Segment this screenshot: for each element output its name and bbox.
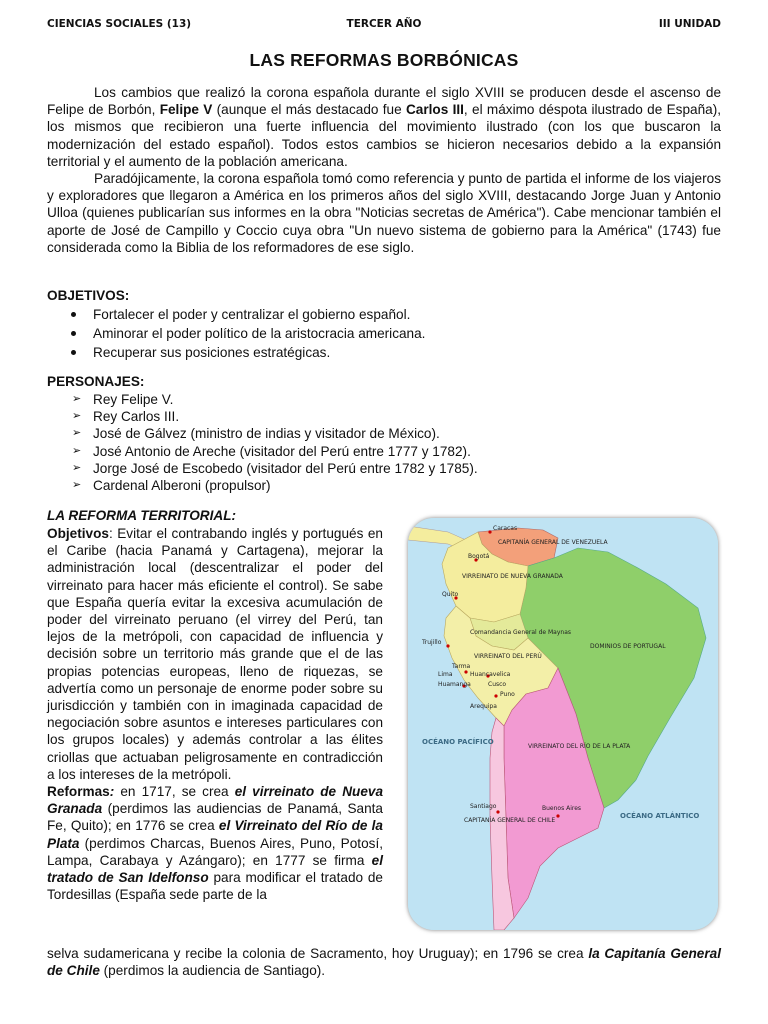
map-label-puno: Puno [500,691,515,698]
arrow-bullet-icon: ➢ [72,393,82,405]
map-label-maynas: Comandancia General de Maynas [470,629,571,636]
reformas-text: (perdimos las audiencias de Panamá, Santa Fe, Quito); en 1776 se crea [47,801,383,834]
list-item [47,477,478,494]
map-label-nueva-granada: VIRREINATO DE NUEVA GRANADA [462,573,563,580]
city-marker-icon [488,530,491,533]
city-marker-icon [494,694,497,697]
page-title: LAS REFORMAS BORBÓNICAS [249,50,519,70]
map-label-huancavelica: Huancavelica [470,671,511,678]
city-marker-icon [556,814,559,817]
south-america-map [408,518,718,930]
san-idelfonso-emphasis: el tratado de San Idelfonso [47,852,383,886]
reforma-column-text [47,525,383,903]
objetivos-text: : Evitar el contrabando inglés y portugués en el Caribe (hacia Panamá y Cartagena), mejorar la administración local (descentralizar el poder del virreinato para hacer más eficiente el control). Se sabe que España quería evitar la excesiva acumulación de poder del virreinato peruano (el virrey del Perú, tan lejos de la metrópoli, con capacidad de influencia y decisión sobre un territorio más grande que el de las propias potencias europeas, lleno de riquezas, se advertía como un personaje de enorme poder sobre su jurisdicción y también con in imaginada capacidad de negociación sobre asuntos e intereses particulares con los grupos locales) y además controlar a las élites criollas que actuaban peligrosamente en contradicción a los intereses de la metrópoli. [47,526,383,782]
map-label-cusco: Cusco [488,681,507,688]
map-label-venezuela: CAPITANÍA GENERAL DE VENEZUELA [498,539,608,546]
list-item [47,343,425,362]
map-label-rio-plata: VIRREINATO DEL RÍO DE LA PLATA [528,743,631,750]
list-item-text: Cardenal Alberoni (propulsor) [93,478,271,494]
objetivos-heading: OBJETIVOS: [47,288,130,303]
header-unit: III UNIDAD [658,18,721,30]
list-item-text: Rey Felipe V. [93,392,174,407]
list-item-text: Aminorar el poder político de la aristocracia americana. [93,326,426,341]
list-item-text: Recuperar sus posiciones estratégicas. [93,345,331,360]
intro-paragraph-2 [47,170,721,256]
objetivos-label: Objetivos [47,526,109,541]
arrow-bullet-icon: ➢ [72,427,82,440]
map-label-caracas: Caracas [493,525,518,532]
map-label-lima: Lima [438,671,453,678]
map-label-trujillo: Trujillo [422,639,442,646]
arrow-bullet-icon: ➢ [72,461,82,474]
reforma-territorial-heading: LA REFORMA TERRITORIAL: [47,508,237,523]
reformas-text: (perdimos la audiencia de Santiago). [99,963,326,979]
list-item [47,408,478,425]
header-grade: TERCER AÑO [346,18,422,30]
reformas-text: en 1717, se crea [114,784,235,800]
bullet-icon [71,312,76,317]
personajes-list [47,391,478,494]
objetivos-list [47,305,425,362]
city-marker-icon [464,670,467,673]
arrow-bullet-icon: ➢ [72,410,82,423]
map-label-atlantico: OCÉANO ATLÁNTICO [620,812,700,820]
intro-paragraph-1 [47,84,721,170]
map-label-portugal: DOMINIOS DE PORTUGAL [590,643,666,650]
map-label-santiago: Santiago [470,803,497,810]
intro-text: Los cambios que realizó la corona española durante el siglo XVIII se producen desde el ascenso de Felipe de Borbón, [47,85,721,118]
reformas-text: selva sudamericana y recibe la colonia de Sacramento, hoy Uruguay); en 1796 se crea [47,946,589,961]
map-label-buenos-aires: Buenos Aires [542,805,582,812]
personajes-heading: PERSONAJES: [47,374,145,389]
list-item-text: Jorge José de Escobedo (visitador del Perú entre 1782 y 1785). [93,460,478,476]
map-label-huamanga: Huamanga [438,681,471,688]
map-label-pacifico: OCÉANO PACÍFICO [422,738,494,746]
nueva-granada-emphasis: el virreinato de Nueva Granada [47,784,384,817]
list-item-text: José de Gálvez (ministro de indias y visitador de México). [93,426,440,442]
city-marker-icon [446,644,449,647]
list-item [47,305,425,324]
rio-plata-emphasis: el Virreinato del Río de la Plata [47,818,383,851]
felipe-v-bold: Felipe V [159,102,213,118]
bullet-icon [71,350,76,355]
chile-emphasis: la Capitanía General de Chile [47,946,721,979]
carlos-iii-bold: Carlos III [405,102,464,118]
intro-text: Paradójicamente, la corona española tomó como referencia y punto de partida el informe de los viajeros y exploradores que llegaron a América en los primeros años del siglo XVIII, destacando Jorge Juan y Antonio Ulloa (quienes publicarían sus informes en la obra "Noticias secretas de América"). Cabe mencionar también el aporte de José de Campillo y Coccio cuya obra "Un nuevo sistema de gobierno para la América" (1743) fue considerada como la Biblia de los reformadores de ese siglo. [47,171,721,255]
reformas-label: Reformas [47,784,110,800]
arrow-bullet-icon: ➢ [72,444,82,457]
list-item-text: Rey Carlos III. [93,409,180,425]
intro-text: , el máximo déspota ilustrado de España), los mismos que recibieron una fuerte influencia del movimiento ilustrado (con los que buscaron la modernización del estado español). Todos estos cambios se hicieron necesarios debido a la expansión territorial y el aumento de la población americana. [47,102,721,169]
arrow-bullet-icon: ➢ [72,479,82,492]
map-label-arequipa: Arequipa [470,703,497,710]
map-svg [408,518,718,930]
map-label-chile: CAPITANÍA GENERAL DE CHILE [464,817,556,824]
list-item [47,324,425,343]
list-item [47,443,478,460]
intro-text: (aunque el más destacado fue [212,102,406,118]
list-item [47,391,478,408]
reformas-text: para modificar el tratado de Tordesillas (España sede parte de la [47,870,383,903]
header-subject: CIENCIAS SOCIALES (13) [47,18,192,30]
list-item-text: José Antonio de Areche (visitador del Perú entre 1777 y 1782). [93,443,471,459]
list-item [47,460,478,477]
map-label-quito: Quito [442,591,459,598]
city-marker-icon [496,810,499,813]
list-item-text: Fortalecer el poder y centralizar el gobierno español. [93,307,411,322]
reforma-tail-text [47,945,721,979]
map-label-peru: VIRREINATO DEL PERÚ [474,653,542,660]
map-label-bogota: Bogotá [468,553,490,560]
bullet-icon [71,331,76,336]
reformas-colon: : [109,784,115,800]
reformas-text: (perdimos Charcas, Buenos Aires, Puno, Potosí, Lampa, Carabaya y Azángaro); en 1777 se firma [47,835,383,868]
page-header [47,18,721,34]
list-item [47,425,478,442]
map-label-tarma: Tarma [452,663,471,670]
